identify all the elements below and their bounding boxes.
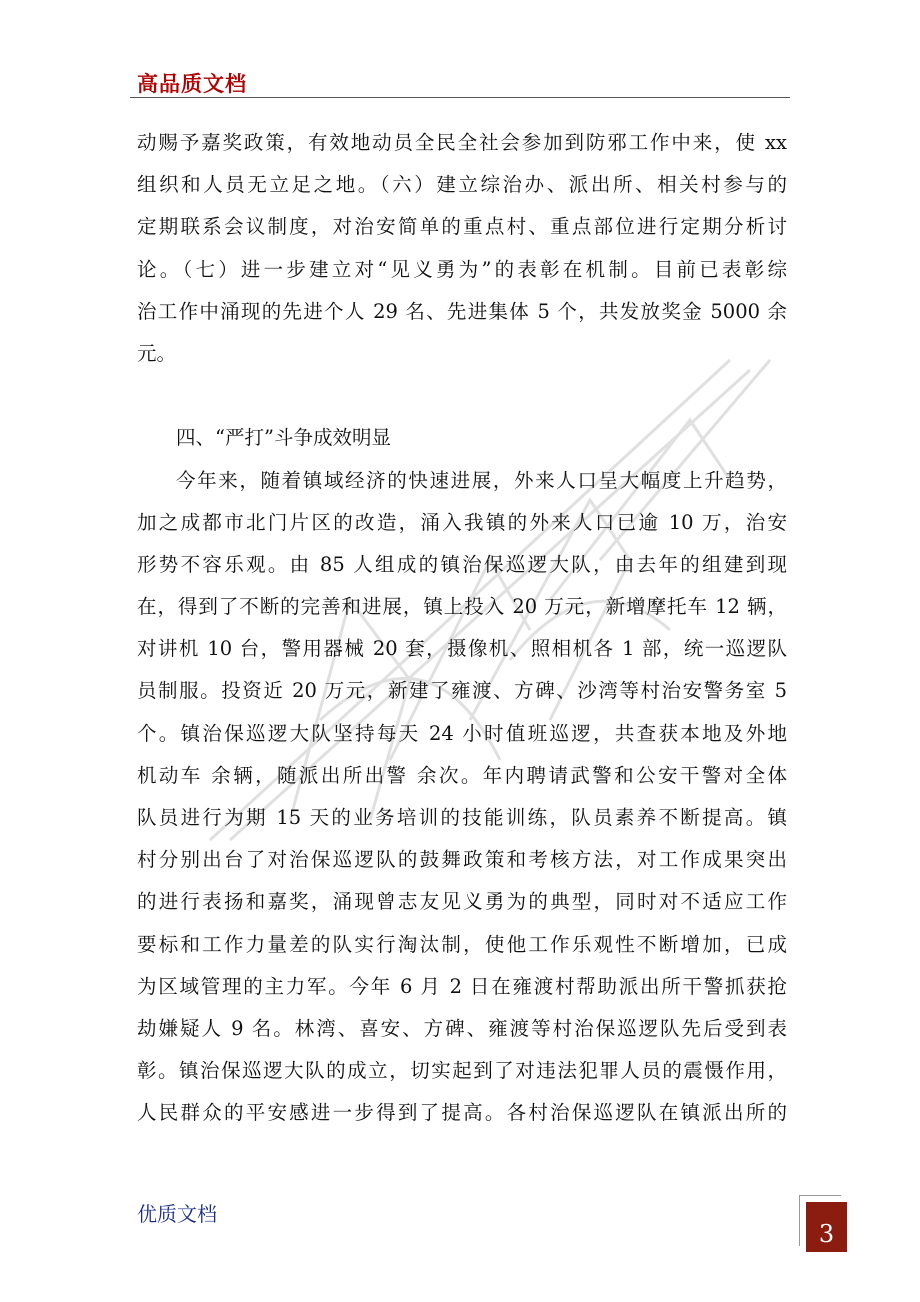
body-line: 组织和人员无立足之地。（六）建立综治办、派出所、相关村参与的 [137,173,787,197]
body-line: 村分别出台了对治保巡逻队的鼓舞政策和考核方法，对工作成果突出 [137,848,787,872]
body-line: 论。（七）进一步建立对“见义勇为”的表彰在机制。目前已表彰综 [137,257,787,281]
body-line: 形势不容乐观。由 85 人组成的镇治保巡逻大队，由去年的组建到现 [137,552,787,576]
document-body [137,122,787,1135]
body-line: 在，得到了不断的完善和进展，镇上投入 20 万元，新增摩托车 12 辆， [137,595,787,619]
footer-label: 优质文档 [137,1202,217,1226]
body-line: 加之成都市北门片区的改造，涌入我镇的外来人口已逾 10 万，治安 [137,510,787,534]
header-rule [130,97,790,98]
header-title: 高品质文档 [137,72,247,96]
body-line: 员制服。投资近 20 万元，新建了雍渡、方碑、沙湾等村治安警务室 5 [137,679,787,703]
body-line: 为区域管理的主力军。今年 6 月 2 日在雍渡村帮助派出所干警抓获抢 [137,974,787,998]
page-number: 3 [818,1220,835,1248]
body-line: 个。镇治保巡逻大队坚持每天 24 小时值班巡逻，共查获本地及外地 [137,721,787,745]
body-line: 劫嫌疑人 9 名。林湾、喜安、方碑、雍渡等村治保巡逻队先后受到表 [137,1016,787,1040]
body-line: 元。 [137,341,177,365]
body-line: 机动车 余辆，随派出所出警 余次。年内聘请武警和公安干警对全体 [137,763,787,787]
body-line: 的进行表扬和嘉奖，涌现曾志友见义勇为的典型，同时对不适应工作 [137,890,787,914]
body-line: 动赐予嘉奖政策，有效地动员全民全社会参加到防邪工作中来，使 xx [137,131,787,154]
body-line: 今年来，随着镇域经济的快速进展，外来人口呈大幅度上升趋势， [176,468,787,492]
body-line: 彰。镇治保巡逻大队的成立，切实起到了对违法犯罪人员的震慑作用， [137,1059,787,1083]
section-heading: 四、“严打”斗争成效明显 [176,426,391,450]
body-line: 对讲机 10 台，警用器械 20 套，摄像机、照相机各 1 部，统一巡逻队 [137,637,787,661]
body-line: 队员进行为期 15 天的业务培训的技能训练，队员素养不断提高。镇 [137,806,787,829]
paragraph-gap [137,375,787,417]
body-line: 人民群众的平安感进一步得到了提高。各村治保巡逻队在镇派出所的 [137,1101,787,1125]
body-line: 要标和工作力量差的队实行淘汰制，使他工作乐观性不断增加，已成 [137,932,787,956]
page-number-badge [806,1202,847,1252]
body-line: 治工作中涌现的先进个人 29 名、先进集体 5 个，共发放奖金 5000 余 [137,299,787,323]
body-line: 定期联系会议制度，对治安简单的重点村、重点部位进行定期分析讨 [137,215,787,239]
